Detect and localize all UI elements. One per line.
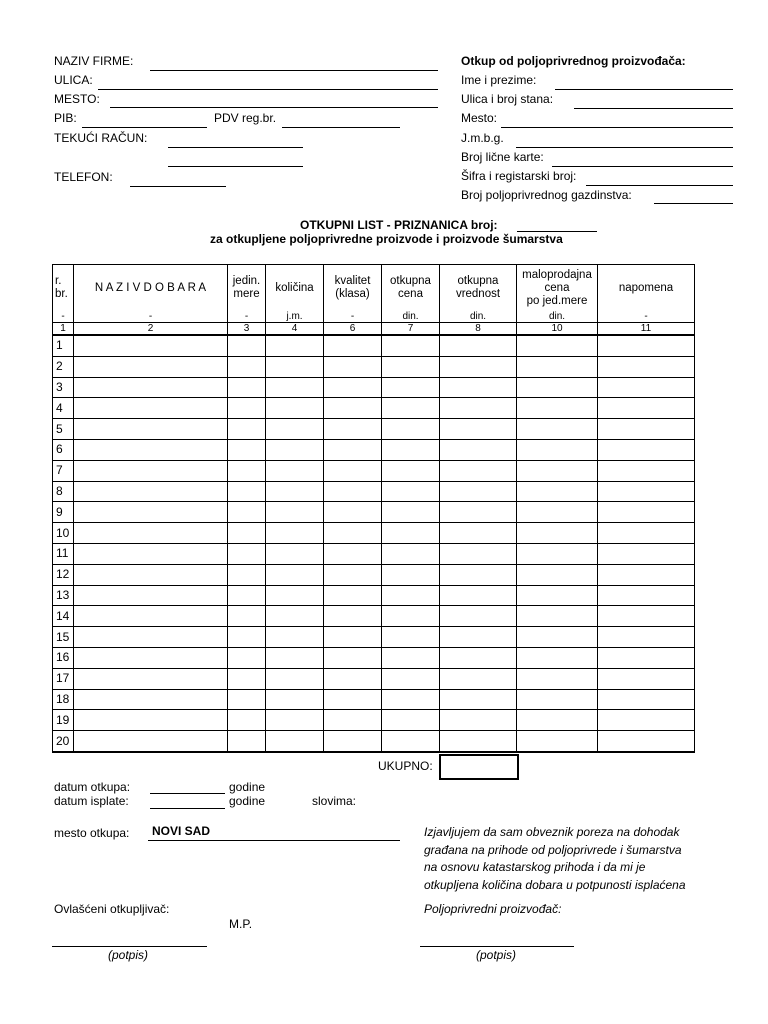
unit-cell: din. [517, 311, 598, 323]
table-cell[interactable] [598, 668, 695, 689]
table-cell[interactable] [228, 335, 266, 356]
table-row [53, 419, 695, 440]
table-cell[interactable] [517, 398, 598, 419]
table-cell[interactable] [517, 564, 598, 585]
field-ime-prezime[interactable] [555, 89, 733, 90]
table-cell[interactable] [440, 606, 517, 627]
table-cell[interactable] [228, 502, 266, 523]
table-cell[interactable] [598, 564, 695, 585]
table-cell[interactable] [266, 502, 324, 523]
table-cell[interactable] [382, 460, 440, 481]
colnum-cell: 8 [440, 323, 517, 336]
field-mesto-otkupa[interactable] [148, 840, 400, 841]
table-cell[interactable] [324, 564, 382, 585]
table-cell[interactable] [324, 647, 382, 668]
table-row [53, 481, 695, 502]
table-row [53, 439, 695, 460]
table-cell[interactable] [74, 689, 228, 710]
table-cell[interactable] [517, 606, 598, 627]
table-cell[interactable] [440, 439, 517, 460]
signature-line-proizvodjac[interactable] [420, 946, 574, 947]
table-cell[interactable] [440, 710, 517, 731]
label-ime-prezime: Ime i prezime: [461, 73, 537, 87]
table-cell[interactable] [74, 564, 228, 585]
table-row [53, 377, 695, 398]
table-cell[interactable] [228, 710, 266, 731]
table-cell[interactable] [74, 668, 228, 689]
table-cell[interactable] [266, 647, 324, 668]
table-cell[interactable] [228, 627, 266, 648]
table-cell[interactable] [382, 543, 440, 564]
table-cell[interactable] [440, 502, 517, 523]
table-cell[interactable] [598, 460, 695, 481]
table-cell[interactable] [382, 606, 440, 627]
izjava-text: Izjavljujem da sam obveznik poreza na dohodak građana na prihode od poljoprivrede i šumarstva na osnovu katastarskog prihoda i da mi je otkupljena količina dobara u potpunosti isplaćena [424, 825, 686, 892]
table-cell[interactable] [324, 523, 382, 544]
row-number: 6 [53, 439, 74, 460]
table-cell[interactable] [382, 668, 440, 689]
table-cell[interactable] [517, 585, 598, 606]
table-cell[interactable] [324, 460, 382, 481]
table-row [53, 502, 695, 523]
header-rbr: r. br. [53, 265, 74, 312]
unit-cell: - [228, 311, 266, 323]
field-datum-otkupa[interactable] [150, 793, 225, 794]
table-cell[interactable] [598, 481, 695, 502]
table-cell[interactable] [228, 731, 266, 752]
label-godine-2: godine [229, 794, 266, 808]
table-cell[interactable] [228, 419, 266, 440]
table-cell[interactable] [324, 627, 382, 648]
table-cell[interactable] [517, 627, 598, 648]
table-cell[interactable] [266, 439, 324, 460]
table-cell[interactable] [598, 439, 695, 460]
table-cell[interactable] [228, 523, 266, 544]
label-mesto: MESTO: [54, 92, 100, 106]
row-number: 7 [53, 460, 74, 481]
table-cell[interactable] [266, 731, 324, 752]
header-otkupna-cena: otkupna cena [382, 265, 440, 312]
row-number: 15 [53, 627, 74, 648]
label-sifra: Šifra i registarski broj: [461, 169, 577, 183]
table-cell[interactable] [517, 668, 598, 689]
table-cell[interactable] [517, 731, 598, 752]
table-cell[interactable] [382, 481, 440, 502]
table-cell[interactable] [517, 356, 598, 377]
table-cell[interactable] [440, 627, 517, 648]
row-number: 8 [53, 481, 74, 502]
table-cell[interactable] [266, 543, 324, 564]
table-cell[interactable] [382, 627, 440, 648]
table-cell[interactable] [440, 668, 517, 689]
table-row [53, 460, 695, 481]
field-tekuci-racun-1[interactable] [168, 147, 303, 148]
field-naziv-firme[interactable] [150, 70, 438, 71]
field-mesto[interactable] [110, 107, 438, 108]
table-cell[interactable] [266, 564, 324, 585]
label-proizvodjac: Poljoprivredni proizvođač: [424, 902, 562, 916]
table-cell[interactable] [598, 356, 695, 377]
table-cell[interactable] [382, 731, 440, 752]
table-cell[interactable] [266, 335, 324, 356]
table-cell[interactable] [382, 419, 440, 440]
form-title: OTKUPNI LIST - PRIZNANICA broj: [300, 218, 498, 232]
colnum-cell: 4 [266, 323, 324, 336]
table-cell[interactable] [598, 502, 695, 523]
table-cell[interactable] [598, 335, 695, 356]
table-row [53, 627, 695, 648]
colnum-cell: 7 [382, 323, 440, 336]
form-subtitle: za otkupljene poljoprivredne proizvode i proizvode šumarstva [210, 232, 563, 246]
table-cell[interactable] [440, 731, 517, 752]
table-cell[interactable] [598, 710, 695, 731]
table-cell[interactable] [266, 710, 324, 731]
table-cell[interactable] [440, 419, 517, 440]
row-number: 14 [53, 606, 74, 627]
row-number: 4 [53, 398, 74, 419]
table-cell[interactable] [517, 689, 598, 710]
table-cell[interactable] [382, 523, 440, 544]
unit-cell: - [324, 311, 382, 323]
table-cell[interactable] [517, 460, 598, 481]
table-cell[interactable] [228, 377, 266, 398]
field-ukupno[interactable] [439, 754, 519, 780]
table-cell[interactable] [74, 419, 228, 440]
table-cell[interactable] [517, 543, 598, 564]
table-cell[interactable] [228, 543, 266, 564]
label-ulica-broj: Ulica i broj stana: [461, 92, 554, 106]
table-cell[interactable] [74, 398, 228, 419]
table-cell[interactable] [382, 585, 440, 606]
table-cell[interactable] [517, 523, 598, 544]
table-cell[interactable] [74, 481, 228, 502]
table-cell[interactable] [266, 481, 324, 502]
table-units-row [53, 311, 695, 323]
table-cell[interactable] [266, 606, 324, 627]
row-number: 3 [53, 377, 74, 398]
unit-cell: - [74, 311, 228, 323]
table-cell[interactable] [324, 398, 382, 419]
table-cell[interactable] [440, 377, 517, 398]
table-cell[interactable] [228, 647, 266, 668]
row-number: 16 [53, 647, 74, 668]
row-number: 10 [53, 523, 74, 544]
label-ukupno: UKUPNO: [378, 759, 433, 773]
label-slovima: slovima: [312, 794, 357, 808]
table-cell[interactable] [440, 356, 517, 377]
header-jedinica: jedin. mere [228, 265, 266, 312]
table-cell[interactable] [228, 689, 266, 710]
table-row [53, 647, 695, 668]
table-cell[interactable] [228, 460, 266, 481]
table-cell[interactable] [382, 398, 440, 419]
colnum-cell: 6 [324, 323, 382, 336]
table-cell[interactable] [74, 439, 228, 460]
signature-line-otkupljivac[interactable] [52, 946, 207, 947]
table-cell[interactable] [324, 710, 382, 731]
table-cell[interactable] [74, 543, 228, 564]
table-cell[interactable] [266, 627, 324, 648]
table-row [53, 689, 695, 710]
label-ulica: ULICA: [54, 73, 93, 87]
table-cell[interactable] [266, 668, 324, 689]
table-cell[interactable] [517, 710, 598, 731]
table-cell[interactable] [598, 606, 695, 627]
table-cell[interactable] [266, 356, 324, 377]
row-number: 19 [53, 710, 74, 731]
header-otkupna-vrednost: otkupna vrednost [440, 265, 517, 312]
colnum-cell: 11 [598, 323, 695, 336]
table-cell[interactable] [517, 647, 598, 668]
label-mesto-otkupa: mesto otkupa: [54, 826, 130, 840]
table-cell[interactable] [440, 398, 517, 419]
table-cell[interactable] [440, 481, 517, 502]
label-pdv: PDV reg.br. [214, 111, 277, 125]
table-cell[interactable] [440, 585, 517, 606]
table-row [53, 543, 695, 564]
label-otkup-title: Otkup od poljoprivrednog proizvođača: [461, 54, 686, 68]
table-cell[interactable] [598, 523, 695, 544]
field-pdv[interactable] [282, 127, 400, 128]
row-number: 9 [53, 502, 74, 523]
label-potpis-2: (potpis) [476, 948, 517, 962]
table-cell[interactable] [324, 585, 382, 606]
unit-cell: - [598, 311, 695, 323]
label-mp: M.P. [229, 917, 253, 931]
table-cell[interactable] [382, 647, 440, 668]
label-datum-isplate: datum isplate: [54, 794, 129, 808]
label-ovlasceni: Ovlašćeni otkupljivač: [54, 902, 170, 916]
table-cell[interactable] [74, 523, 228, 544]
table-cell[interactable] [382, 564, 440, 585]
row-number: 20 [53, 731, 74, 752]
table-cell[interactable] [266, 377, 324, 398]
table-cell[interactable] [440, 460, 517, 481]
table-cell[interactable] [266, 398, 324, 419]
unit-cell: j.m. [266, 311, 324, 323]
table-cell[interactable] [324, 356, 382, 377]
table-cell[interactable] [324, 377, 382, 398]
field-ulica[interactable] [98, 89, 438, 90]
items-table [52, 264, 695, 753]
table-cell[interactable] [517, 502, 598, 523]
table-row [53, 710, 695, 731]
table-cell[interactable] [324, 606, 382, 627]
row-number: 17 [53, 668, 74, 689]
table-cell[interactable] [440, 564, 517, 585]
field-tekuci-racun-2[interactable] [168, 166, 303, 167]
table-cell[interactable] [324, 668, 382, 689]
row-number: 5 [53, 419, 74, 440]
field-pib[interactable] [82, 127, 207, 128]
colnum-cell: 1 [53, 323, 74, 336]
table-row [53, 335, 695, 356]
table-cell[interactable] [228, 564, 266, 585]
header-kvalitet: kvalitet (klasa) [324, 265, 382, 312]
label-mesto-right: Mesto: [461, 111, 498, 125]
table-cell[interactable] [598, 377, 695, 398]
table-row [53, 398, 695, 419]
table-cell[interactable] [440, 689, 517, 710]
table-cell[interactable] [598, 647, 695, 668]
unit-cell: din. [382, 311, 440, 323]
table-row [53, 564, 695, 585]
table-cell[interactable] [74, 731, 228, 752]
field-jmbg[interactable] [516, 147, 733, 148]
table-cell[interactable] [517, 377, 598, 398]
table-cell[interactable] [382, 502, 440, 523]
table-cell[interactable] [74, 710, 228, 731]
table-cell[interactable] [266, 585, 324, 606]
table-cell[interactable] [324, 502, 382, 523]
field-sifra[interactable] [586, 185, 733, 186]
header-kolicina: količina [266, 265, 324, 312]
table-cell[interactable] [440, 543, 517, 564]
table-colnum-row [53, 323, 695, 336]
table-cell[interactable] [228, 606, 266, 627]
table-cell[interactable] [228, 585, 266, 606]
table-row [53, 668, 695, 689]
table-cell[interactable] [228, 356, 266, 377]
table-cell[interactable] [266, 689, 324, 710]
table-header-row [53, 265, 695, 312]
table-body [53, 335, 695, 752]
label-pib: PIB: [54, 111, 77, 125]
colnum-cell: 3 [228, 323, 266, 336]
row-number: 12 [53, 564, 74, 585]
row-number: 2 [53, 356, 74, 377]
header-maloprodajna: maloprodajna cena po jed.mere [517, 265, 598, 312]
table-cell[interactable] [440, 647, 517, 668]
label-naziv-firme: NAZIV FIRME: [54, 54, 134, 68]
label-potpis-1: (potpis) [108, 948, 149, 962]
table-cell[interactable] [74, 606, 228, 627]
label-gazdinstvo: Broj poljoprivrednog gazdinstva: [461, 188, 632, 202]
table-cell[interactable] [324, 419, 382, 440]
header-naziv: N A Z I V D O B A R A [74, 265, 228, 312]
table-row [53, 731, 695, 752]
table-cell[interactable] [266, 523, 324, 544]
field-licna-karta[interactable] [552, 166, 733, 167]
table-cell[interactable] [440, 523, 517, 544]
table-row [53, 356, 695, 377]
label-datum-otkupa: datum otkupa: [54, 780, 131, 794]
table-cell[interactable] [266, 419, 324, 440]
field-ulica-broj[interactable] [574, 108, 733, 109]
table-cell[interactable] [228, 398, 266, 419]
label-godine-1: godine [229, 780, 266, 794]
colnum-cell: 10 [517, 323, 598, 336]
table-cell[interactable] [382, 689, 440, 710]
header-napomena: napomena [598, 265, 695, 312]
table-cell[interactable] [74, 460, 228, 481]
table-cell[interactable] [266, 460, 324, 481]
table-cell[interactable] [598, 731, 695, 752]
row-number: 18 [53, 689, 74, 710]
table-cell[interactable] [517, 335, 598, 356]
field-telefon[interactable] [130, 186, 226, 187]
table-cell[interactable] [517, 481, 598, 502]
table-cell[interactable] [324, 731, 382, 752]
table-cell[interactable] [382, 439, 440, 460]
row-number: 11 [53, 543, 74, 564]
table-cell[interactable] [324, 543, 382, 564]
table-cell[interactable] [74, 356, 228, 377]
table-cell[interactable] [74, 585, 228, 606]
table-cell[interactable] [517, 419, 598, 440]
table-cell[interactable] [74, 627, 228, 648]
table-cell[interactable] [382, 356, 440, 377]
table-cell[interactable] [228, 668, 266, 689]
table-cell[interactable] [74, 335, 228, 356]
label-telefon: TELEFON: [54, 170, 113, 184]
table-cell[interactable] [382, 377, 440, 398]
table-row [53, 606, 695, 627]
label-jmbg: J.m.b.g. [461, 131, 504, 145]
field-mesto-right[interactable] [501, 127, 733, 128]
colnum-cell: 2 [74, 323, 228, 336]
row-number: 13 [53, 585, 74, 606]
label-tekuci-racun: TEKUĆI RAČUN: [54, 131, 148, 145]
table-row [53, 523, 695, 544]
table-cell[interactable] [598, 398, 695, 419]
unit-cell: - [53, 311, 74, 323]
unit-cell: din. [440, 311, 517, 323]
table-cell[interactable] [324, 439, 382, 460]
table-cell[interactable] [440, 335, 517, 356]
table-cell[interactable] [598, 689, 695, 710]
table-cell[interactable] [598, 585, 695, 606]
table-cell[interactable] [324, 481, 382, 502]
table-cell[interactable] [228, 481, 266, 502]
table-cell[interactable] [74, 377, 228, 398]
table-cell[interactable] [324, 335, 382, 356]
table-cell[interactable] [382, 710, 440, 731]
field-datum-isplate[interactable] [150, 808, 225, 809]
table-cell[interactable] [228, 439, 266, 460]
table-cell[interactable] [74, 647, 228, 668]
label-licna-karta: Broj lične karte: [461, 150, 544, 164]
value-mesto-otkupa: NOVI SAD [152, 824, 211, 838]
table-cell[interactable] [382, 335, 440, 356]
field-gazdinstvo[interactable] [654, 203, 733, 204]
table-cell[interactable] [74, 502, 228, 523]
table-cell[interactable] [324, 689, 382, 710]
table-cell[interactable] [598, 627, 695, 648]
table-cell[interactable] [598, 543, 695, 564]
table-cell[interactable] [517, 439, 598, 460]
row-number: 1 [53, 335, 74, 356]
table-row [53, 585, 695, 606]
table-cell[interactable] [598, 419, 695, 440]
